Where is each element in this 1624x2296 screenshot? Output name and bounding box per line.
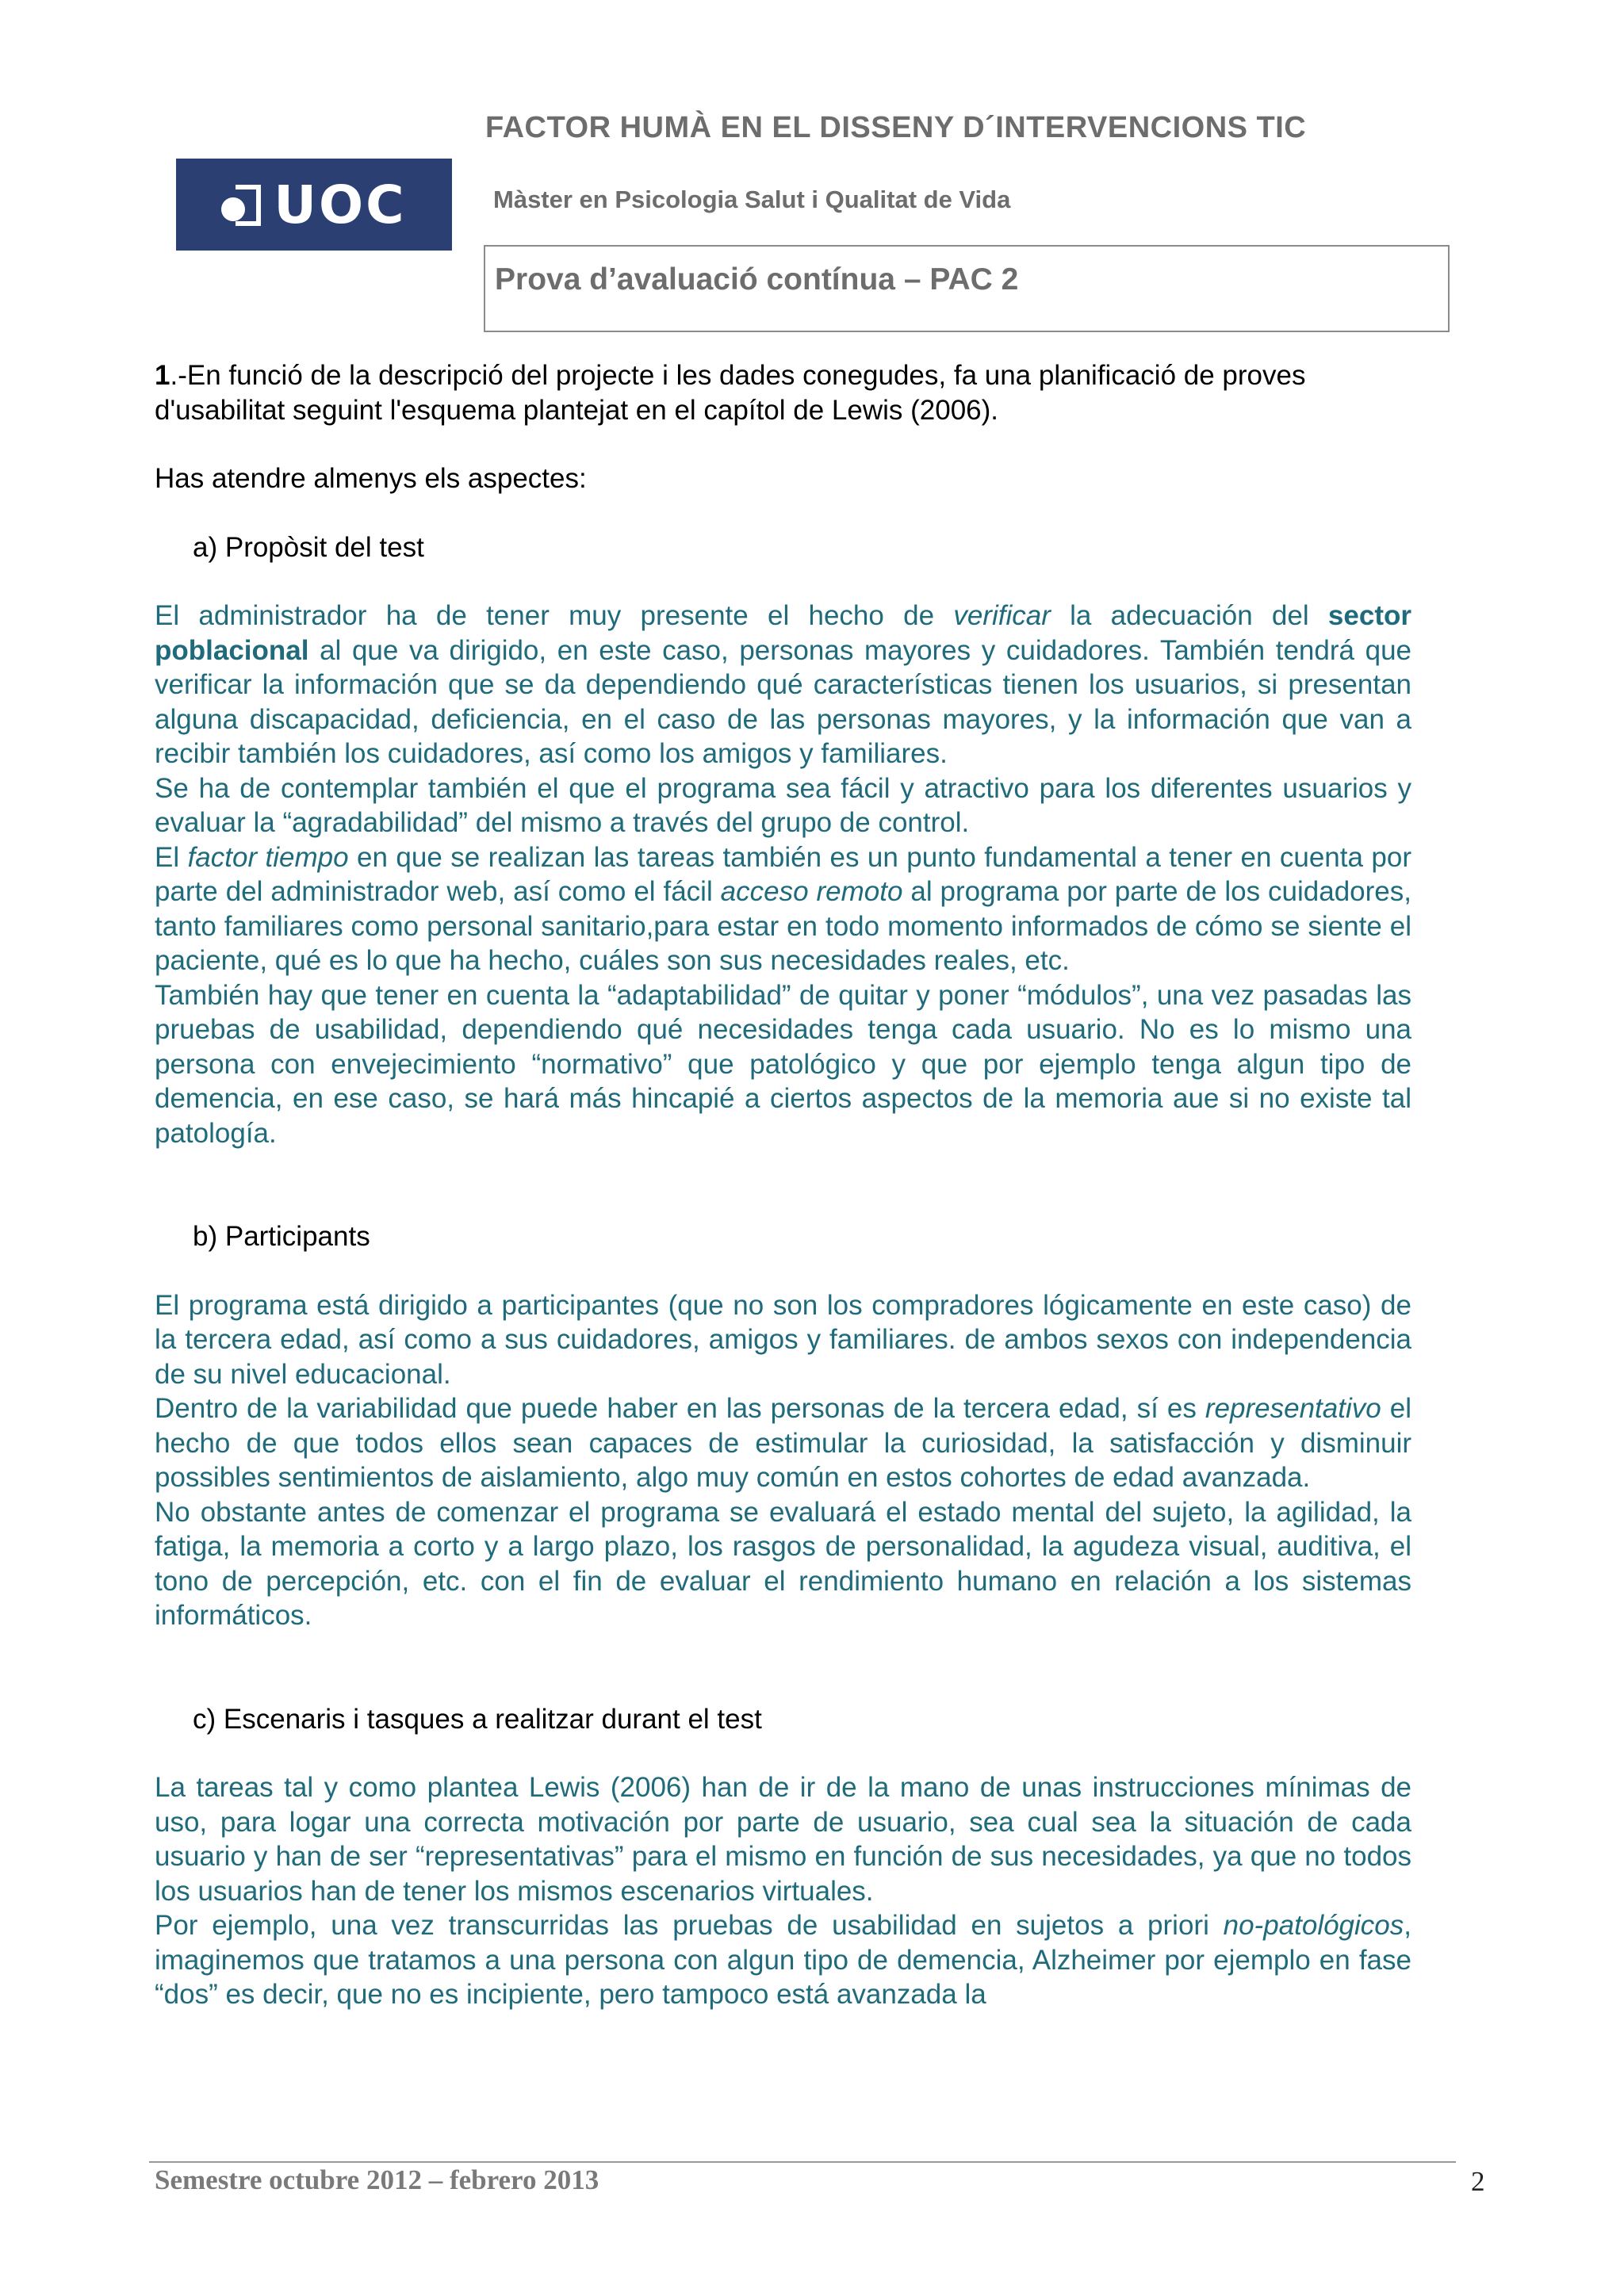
- course-title: FACTOR HUMÀ EN EL DISSENY D´INTERVENCIONS TIC: [485, 111, 1307, 144]
- answer-paragraph: Se ha de contemplar también el que el programa sea fácil y atractivo para los diferentes usuarios y evaluar la “agradabilidad” del mismo a través del grupo de control.: [155, 772, 1411, 838]
- uoc-logo: [176, 159, 452, 251]
- answer-paragraph: Por ejemplo, una vez transcurridas las pruebas de usabilidad en sujetos a priori no-patológicos, imaginemos que tratamos a una persona con algun tipo de demencia, Alzheimer por ejemplo en fase “dos” es decir, que no es incipiente, pero tampoco está avanzada la: [155, 1910, 1411, 2010]
- document-body: [155, 358, 1411, 2012]
- question-number: 1: [155, 360, 170, 391]
- uoc-logo-icon: [221, 185, 261, 224]
- answer-paragraph: No obstante antes de comenzar el programa se evaluará el estado mental del sujeto, la agilidad, la fatiga, la memoria a corto y a largo plazo, los rasgos de personalidad, la agudeza visual, auditiva, el tono de percepción, etc. con el fin de evaluar el rendimiento humano en relación a los sistemas informáticos.: [155, 1496, 1411, 1631]
- program-subtitle: Màster en Psicologia Salut i Qualitat de Vida: [493, 186, 1011, 213]
- answer-paragraph: El administrador ha de tener muy presente el hecho de verificar la adecuación del sector poblacional al que va dirigido, en este caso, personas mayores y cuidadores. También tendrá que verificar la información que se da dependiendo qué características tienen los usuarios, si presentan alguna discapacidad, deficiencia, en el caso de las personas mayores, y la información que van a recibir también los cuidadores, así como los amigos y familiares.: [155, 600, 1411, 769]
- question-statement: [155, 358, 1411, 427]
- page-number: 2: [1471, 2166, 1485, 2197]
- footer-divider: [149, 2161, 1456, 2163]
- question-text: .-En funció de la descripció del projecte i les dades conegudes, fa una planificació de proves d'usabilitat seguint l'esquema plantejat en el capítol de Lewis (2006).: [155, 360, 1306, 426]
- section-heading-c: c) Escenaris i tasques a realitzar durant el test: [193, 1703, 762, 1735]
- footer-semester: Semestre octubre 2012 – febrero 2013: [155, 2164, 599, 2195]
- answer-paragraph: El programa está dirigido a participantes (que no son los compradores lógicamente en este caso) de la tercera edad, así como a sus cuidadores, amigos y familiares. de ambos sexos con independencia de su nivel educacional.: [155, 1289, 1411, 1390]
- answer-paragraph: Dentro de la variabilidad que puede haber en las personas de la tercera edad, sí es representativo el hecho de que todos ellos sean capaces de estimular la curiosidad, la satisfacción y disminuir possibles sentimientos de aislamiento, algo muy común en estos cohortes de edad avanzada.: [155, 1393, 1411, 1493]
- assignment-title-box: [484, 245, 1450, 332]
- answer-paragraph: El factor tiempo en que se realizan las tareas también es un punto fundamental a tener en cuenta por parte del administrador web, así como el fácil acceso remoto al programa por parte de los cuidadores, tanto familiares como personal sanitario,para estar en todo momento informados de cómo se siente el paciente, qué es lo que ha hecho, cuáles son sus necesidades reales, etc.: [155, 841, 1411, 976]
- section-heading-b: b) Participants: [193, 1221, 370, 1252]
- uoc-logo-text: UOC: [274, 174, 407, 235]
- answer-paragraph: También hay que tener en cuenta la “adaptabilidad” de quitar y poner “módulos”, una vez pasadas las pruebas de usabilidad, dependiendo qué necesidades tenga cada usuario. No es lo mismo una persona con envejecimiento “normativo” que patológico y que por ejemplo tenga algun tipo de demencia, en ese caso, se hará más hincapié a ciertos aspectos de la memoria aue si no existe tal patología.: [155, 979, 1411, 1149]
- answer-paragraph: La tareas tal y como plantea Lewis (2006) han de ir de la mano de unas instrucciones mínimas de uso, para logar una correcta motivación por parte de usuario, sea cual sea la situación de cada usuario y han de ser “representativas” para el mismo en función de sus necesidades, ya que no todos los usuarios han de tener los mismos escenarios virtuales.: [155, 1772, 1411, 1907]
- aspects-intro: Has atendre almenys els aspectes:: [155, 463, 587, 494]
- section-heading-a: a) Propòsit del test: [193, 531, 424, 563]
- assignment-title: Prova d’avaluació contínua – PAC 2: [495, 262, 1019, 297]
